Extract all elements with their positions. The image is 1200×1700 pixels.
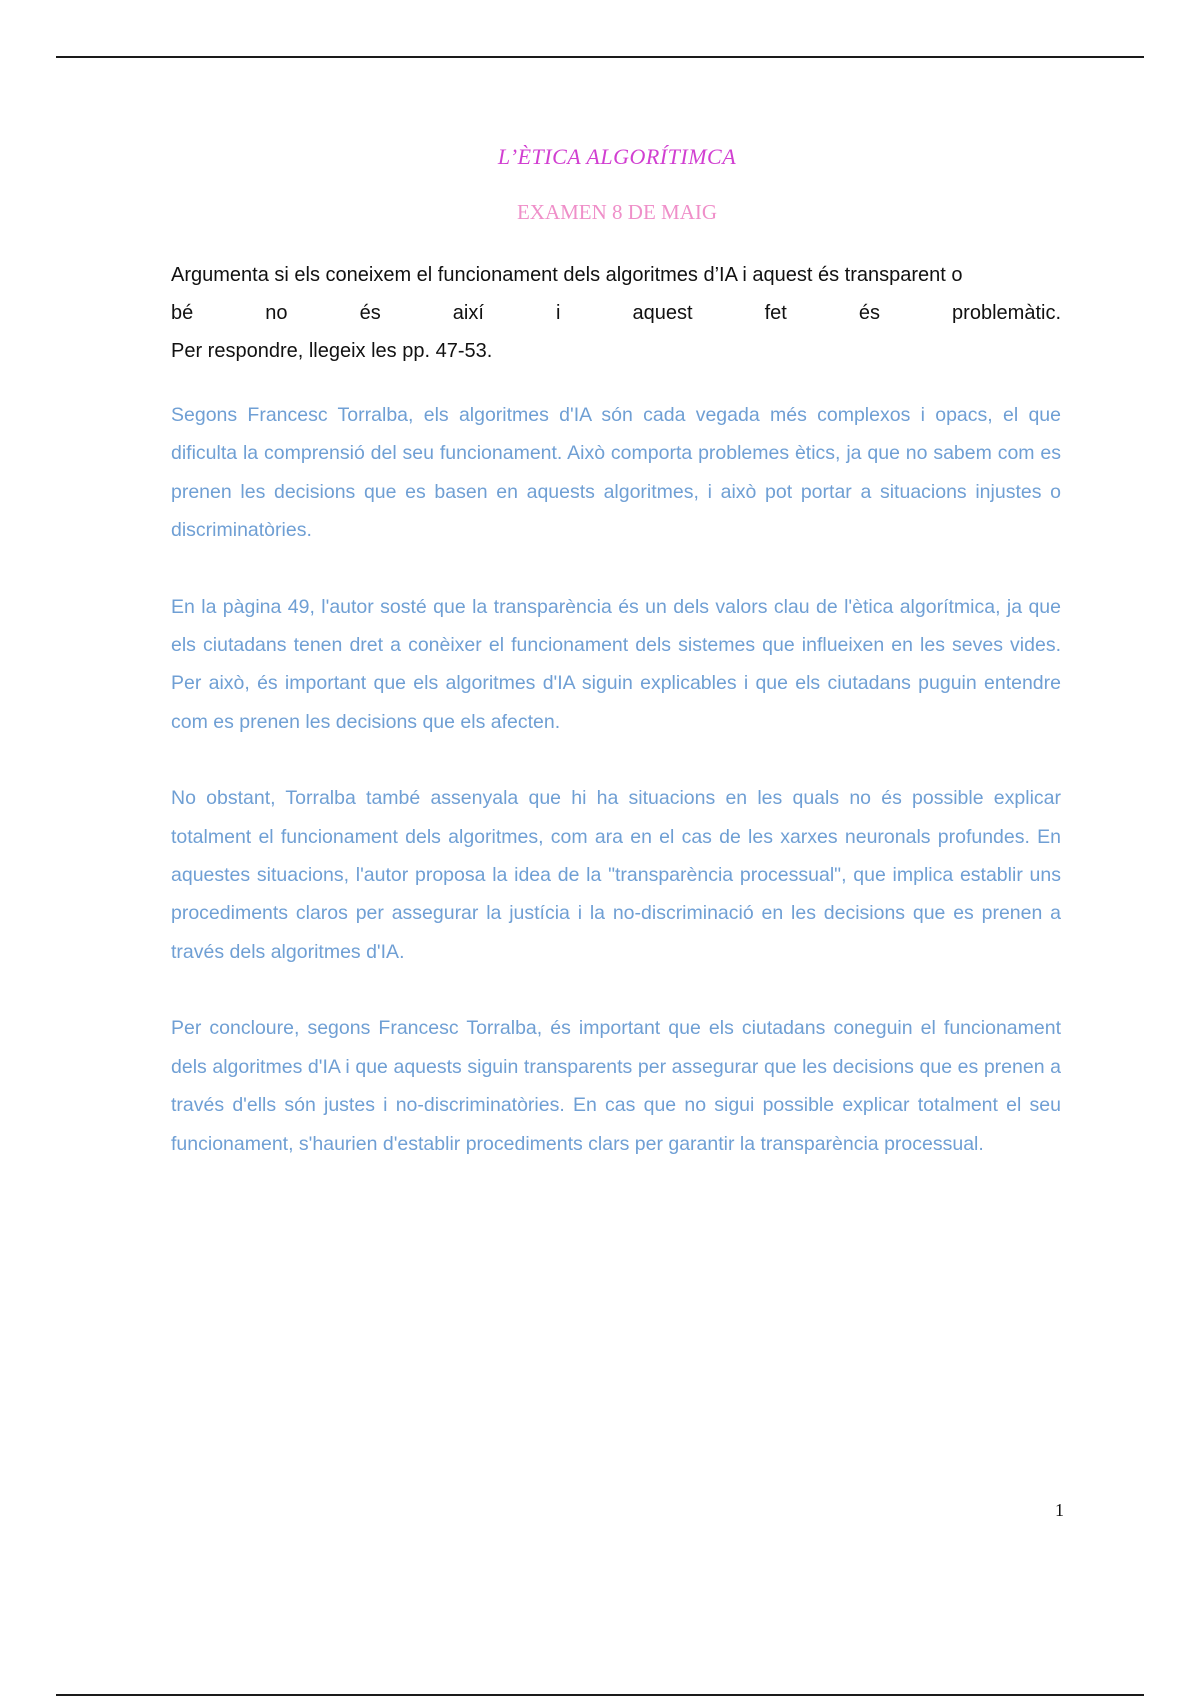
answer-paragraph: No obstant, Torralba també assenyala que hi ha situacions en les quals no és possible explicar totalment el funcionament dels algoritmes, com ara en el cas de les xarxes neuronals profundes. En aquestes situacions, l'autor proposa la idea de la "transparència processual", que implica establir uns procediments claros per assegurar la justícia i la no-discriminació en les decisions que es prenen a través dels algoritmes d'IA. <box>171 787 1061 963</box>
prompt-line-1: Argumenta si els coneixem el funcionament dels algoritmes d’IA i aquest és transparent o <box>171 264 963 286</box>
top-rule <box>56 56 1144 58</box>
page-number: 1 <box>1055 1500 1064 1520</box>
answer-paragraph: Segons Francesc Torralba, els algoritmes d'IA són cada vegada més complexos i opacs, el que dificulta la comprensió del seu funcionament. Això comporta problemes ètics, ja que no sabem com es prenen les decisions que es basen en aquests algoritmes, i això pot portar a situacions injustes o discriminatòries. <box>171 404 1061 542</box>
prompt-line-2: bé no és així i aquest fet és problemàtic. <box>171 302 1061 324</box>
document-body <box>171 256 1061 1201</box>
answer-paragraph: Per concloure, segons Francesc Torralba, és important que els ciutadans coneguin el funcionament dels algoritmes d'IA i que aquests siguin transparents per assegurar que les decisions que es prenen a través d'ells són justes i no-discriminatòries. En cas que no sigui possible explicar totalment el seu funcionament, s'haurien d'establir procediments clars per garantir la transparència processual. <box>171 1017 1061 1155</box>
prompt-line-3: Per respondre, llegeix les pp. 47-53. <box>171 340 493 362</box>
document-subtitle: EXAMEN 8 DE MAIG <box>516 200 718 224</box>
document-title: L’ÈTICA ALGORÍTIMCA <box>497 144 737 169</box>
bottom-rule <box>56 1694 1144 1696</box>
exam-prompt <box>171 256 1061 370</box>
answer-paragraph: En la pàgina 49, l'autor sosté que la transparència és un dels valors clau de l'ètica algorítmica, ja que els ciutadans tenen dret a conèixer el funcionament dels sistemes que influeixen en les seves vides. Per això, és important que els algoritmes d'IA siguin explicables i que els ciutadans puguin entendre com es prenen les decisions que els afecten. <box>171 595 1061 733</box>
